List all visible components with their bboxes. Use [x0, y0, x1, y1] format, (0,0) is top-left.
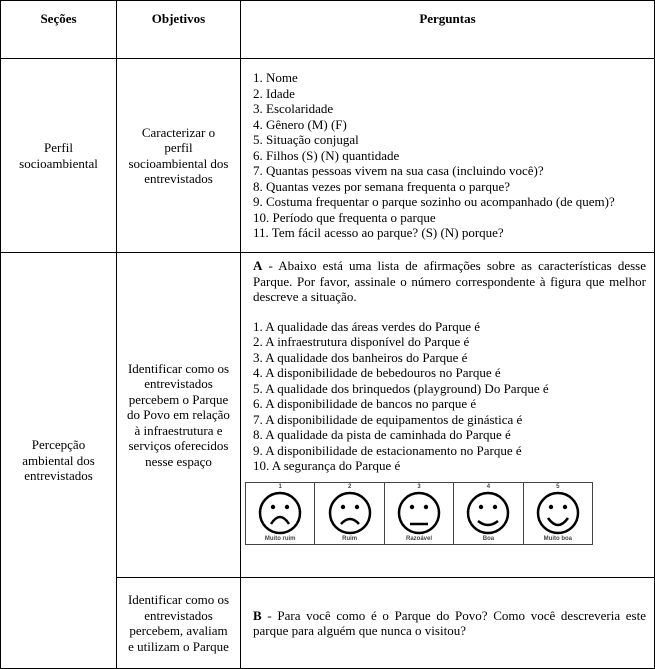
face-icon	[534, 490, 582, 536]
rating-label: Boa	[482, 535, 495, 542]
pergunta-b-cell	[241, 578, 655, 669]
rating-number: 2	[347, 483, 352, 490]
question-item: 3. Escolaridade	[253, 101, 334, 117]
question-item: 10. A segurança do Parque é	[253, 458, 401, 473]
question-item: 4. Gênero (M) (F)	[253, 116, 347, 132]
question-item: 7. A disponibilidade de equipamentos de ginástica é	[253, 411, 523, 427]
rating-label: Muito ruim	[264, 535, 296, 542]
header-perguntas: Perguntas	[241, 1, 655, 59]
intro-label: A	[253, 258, 263, 273]
rating-scale	[245, 482, 593, 545]
table-row	[1, 253, 655, 578]
objetivo-cell: Identificar como os entrevistados percebem, avaliam e utilizam o Parque	[117, 578, 241, 669]
question-item: 3. A qualidade dos banheiros do Parque é	[253, 349, 468, 365]
rating-label: Ruim	[342, 535, 358, 542]
secao-cell: Percepção ambiental dos entrevistados	[1, 253, 117, 669]
header-secoes: Seções	[1, 1, 117, 59]
rating-number: 3	[417, 483, 421, 490]
question-item: 2. Idade	[253, 85, 295, 101]
face-icon	[256, 490, 304, 536]
question-item: 8. Quantas vezes por semana frequenta o parque?	[253, 178, 510, 194]
header-objetivos: Objetivos	[117, 1, 241, 59]
rating-option-3	[385, 483, 454, 544]
rating-label: Muito boa	[543, 535, 572, 542]
rating-number: 4	[486, 483, 491, 490]
question-item: 2. A infraestrutura disponível do Parque é	[253, 334, 470, 349]
rating-option-5	[524, 483, 592, 544]
question-item: 7. Quantas pessoas vivem na sua casa (incluindo você)?	[253, 163, 544, 179]
question-item: 5. Situação conjugal	[253, 132, 359, 148]
question-item: 9. A disponibilidade de estacionamento no Parque é	[253, 442, 522, 458]
rating-number: 5	[556, 483, 560, 490]
question-item: 5. A qualidade dos brinquedos (playground) Do Parque é	[253, 380, 549, 396]
table-row	[1, 59, 655, 253]
b-label: B	[253, 607, 262, 623]
intro-text	[241, 258, 654, 305]
rating-option-2	[315, 483, 384, 544]
question-item: 1. Nome	[253, 70, 298, 86]
secao-cell: Perfil socioambiental	[1, 59, 117, 253]
question-item: 4. A disponibilidade de bebedouros no Parque é	[253, 365, 501, 380]
b-text: - Para você como é o Parque do Povo? Como você descreveria este parque para alguém que nunca o visitou?	[253, 607, 646, 638]
rating-label: Razoável	[406, 535, 433, 542]
question-item: 6. A disponibilidade de bancos no parque é	[253, 396, 477, 411]
rating-option-1	[246, 483, 315, 544]
objetivo-cell: Identificar como os entrevistados percebem o Parque do Povo em relação à infraestrutura e serviços oferecidos nesse espaço	[117, 253, 241, 578]
question-item: 6. Filhos (S) (N) quantidade	[253, 147, 400, 163]
question-item: 10. Período que frequenta o parque	[253, 209, 436, 225]
question-item: 8. A qualidade da pista de caminhada do Parque é	[253, 427, 511, 442]
header-row	[1, 1, 655, 59]
intro-body: - Abaixo está uma lista de afirmações sobre as características desse Parque. Por favor, assinale o número correspondente à figura que melhor descreve a situação.	[253, 258, 646, 304]
rating-number: 1	[278, 483, 282, 490]
question-item: 9. Costuma frequentar o parque sozinho ou acompanhado (de quem)?	[253, 194, 615, 210]
rating-option-4	[454, 483, 523, 544]
face-icon	[464, 490, 512, 536]
face-icon	[326, 490, 374, 536]
objetivo-cell: Caracterizar o perfil socioambiental dos entrevistados	[117, 59, 241, 253]
face-icon	[395, 490, 443, 536]
perguntas-cell	[241, 253, 655, 578]
question-item: 1. A qualidade das áreas verdes do Parque é	[253, 318, 481, 334]
question-item: 11. Tem fácil acesso ao parque? (S) (N) porque?	[253, 225, 504, 241]
perguntas-cell	[241, 59, 655, 253]
